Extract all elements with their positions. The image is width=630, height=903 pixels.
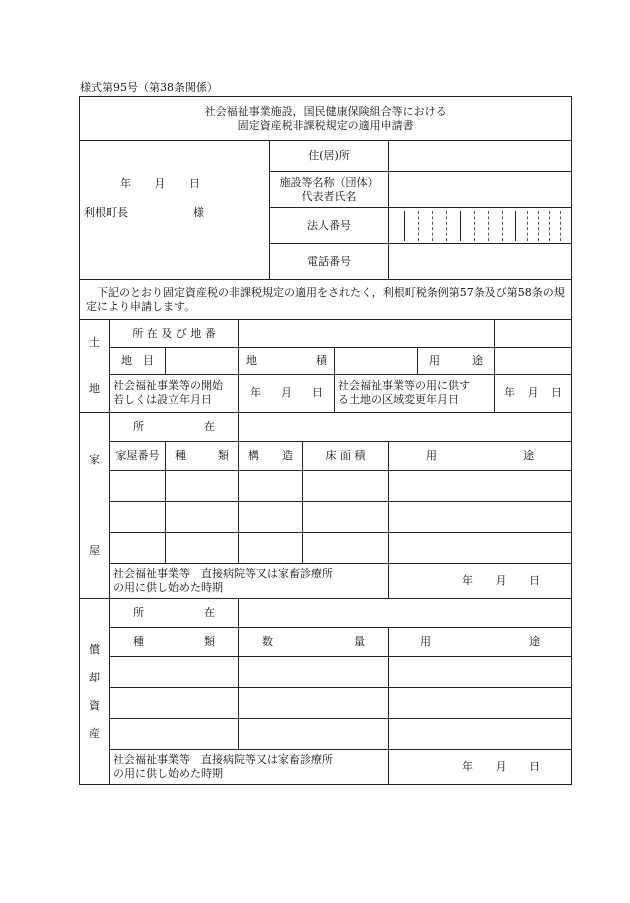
house-cell-structure[interactable] [239, 533, 303, 564]
house-location-label [110, 413, 239, 442]
assets-header-kind-char: 類 [204, 635, 215, 648]
house-start-label-line1: 社会福祉事業等 直接病院等又は家畜診療所 [113, 567, 333, 580]
assets-header-use [389, 628, 572, 657]
land-change-label-line1: 社会福祉事業等の用に供す [338, 379, 470, 393]
assets-header-use-char: 途 [529, 635, 541, 648]
house-row [80, 533, 572, 564]
land-location-value[interactable] [239, 320, 495, 348]
land-youto-value[interactable] [495, 348, 572, 374]
address-label: 住(居)所 [270, 141, 389, 172]
house-header-number: 家屋番号 [110, 442, 166, 471]
day-label: 日 [529, 574, 541, 587]
house-cell-number[interactable] [110, 533, 166, 564]
date-and-addressee [80, 141, 270, 280]
house-cell-use[interactable] [389, 471, 572, 502]
assets-side-label [80, 599, 110, 785]
house-location-value[interactable] [239, 413, 572, 442]
land-chimoku-char: 目 [143, 353, 154, 367]
application-form [79, 96, 572, 785]
assets-header-quantity-char: 数 [262, 635, 273, 648]
house-header-structure-char: 造 [282, 449, 293, 462]
year-label: 年 [120, 177, 131, 190]
assets-cell-use[interactable] [389, 719, 572, 750]
day-label: 日 [189, 177, 200, 190]
house-cell-floor-area[interactable] [303, 502, 389, 533]
day-label: 日 [529, 760, 541, 773]
form-title [80, 97, 572, 141]
house-location-char: 所 [133, 420, 144, 433]
assets-start-label [110, 750, 389, 785]
year-label: 年 [504, 386, 515, 400]
form-code: 様式第95号（第38条関係） [80, 81, 218, 94]
assets-cell-quantity[interactable] [239, 688, 389, 719]
land-chiseki-value[interactable] [335, 348, 418, 374]
house-location-char: 在 [204, 420, 215, 433]
assets-header-kind [110, 628, 239, 657]
corp-number-label: 法人番号 [270, 208, 389, 244]
house-cell-structure[interactable] [239, 502, 303, 533]
house-start-label-line2: の用に供し始めた時期 [113, 581, 223, 594]
land-side-label [80, 320, 110, 413]
assets-row [80, 657, 572, 688]
house-row [80, 471, 572, 502]
assets-location-char: 所 [133, 606, 144, 619]
land-youto-char: 用 [429, 353, 440, 367]
land-chiseki-char: 地 [246, 353, 257, 367]
month-label: 月 [154, 177, 166, 190]
phone-value[interactable] [389, 244, 572, 280]
address-value[interactable] [389, 141, 572, 172]
house-cell-use[interactable] [389, 502, 572, 533]
house-header-use [389, 442, 572, 471]
assets-header-kind-char: 種 [133, 635, 144, 648]
corp-number-field[interactable] [389, 208, 572, 244]
house-cell-kind[interactable] [166, 502, 239, 533]
assets-side-char: 却 [89, 670, 100, 684]
house-header-kind-char: 類 [218, 449, 229, 462]
land-start-label-line1: 社会福祉事業等の開始 [113, 379, 223, 393]
house-side-char: 家 [89, 453, 100, 466]
house-header-kind-char: 種 [175, 449, 186, 462]
year-label: 年 [462, 760, 473, 773]
land-chimoku-value[interactable] [166, 348, 239, 374]
house-header-structure [239, 442, 303, 471]
corp-number-group [405, 211, 460, 241]
month-label: 月 [495, 574, 507, 587]
house-header-use-char: 途 [523, 449, 535, 462]
month-label: 月 [527, 386, 539, 400]
house-cell-kind[interactable] [166, 533, 239, 564]
assets-start-label-line1: 社会福祉事業等 直接病院等又は家畜診療所 [113, 753, 333, 766]
form-title-line1: 社会福祉事業施設，国民健康保険組合等における [204, 104, 447, 118]
corp-number-group [515, 211, 571, 241]
assets-location-label [110, 599, 239, 628]
intro-text: 下記のとおり固定資産税の非課税規定の適用をされたく，利根町税条例第57条及び第58条の規定により申請します。 [80, 280, 572, 320]
addressee-name: 利根町長 [84, 206, 128, 219]
house-start-date[interactable] [389, 564, 572, 599]
assets-location-value[interactable] [239, 599, 572, 628]
assets-start-date[interactable] [389, 750, 572, 785]
house-header-kind [166, 442, 239, 471]
name-label-line1: 施設等名称（団体） [279, 175, 379, 189]
house-cell-number[interactable] [110, 471, 166, 502]
assets-location-char: 在 [204, 606, 215, 619]
assets-header-quantity-char: 量 [354, 635, 365, 648]
form-title-line2: 固定資産税非課税規定の適用申請書 [237, 118, 414, 132]
assets-side-char: 償 [89, 642, 100, 656]
house-header-floor-area: 床 面 積 [303, 442, 389, 471]
land-location-extra[interactable] [495, 320, 572, 348]
land-change-date[interactable] [495, 374, 572, 412]
assets-cell-kind[interactable] [110, 719, 239, 750]
land-change-label [335, 374, 495, 412]
day-label: 日 [551, 386, 563, 400]
land-chiseki-label [239, 348, 335, 374]
assets-row [80, 719, 572, 750]
house-side-label [80, 413, 110, 599]
land-side-char: 土 [89, 336, 100, 349]
house-cell-use[interactable] [389, 533, 572, 564]
house-cell-structure[interactable] [239, 471, 303, 502]
assets-cell-kind[interactable] [110, 657, 239, 688]
land-side-char: 地 [89, 382, 100, 395]
land-start-label-line2: 若しくは設立年月日 [113, 393, 212, 407]
land-chimoku-label [110, 348, 166, 374]
house-row [80, 502, 572, 533]
land-chimoku-char: 地 [121, 353, 132, 367]
year-label: 年 [462, 574, 473, 587]
house-start-label [110, 564, 389, 599]
day-label: 日 [312, 386, 323, 400]
assets-header-use-char: 用 [420, 635, 431, 648]
month-label: 月 [281, 386, 292, 400]
house-cell-number[interactable] [110, 502, 166, 533]
month-label: 月 [495, 760, 507, 773]
corp-number-boxes [404, 211, 571, 241]
house-cell-floor-area[interactable] [303, 533, 389, 564]
assets-row [80, 688, 572, 719]
land-youto-label [418, 348, 495, 374]
addressee [84, 206, 204, 220]
phone-label: 電話番号 [270, 244, 389, 280]
assets-side-char: 産 [89, 726, 100, 740]
name-label-line2: 代表者氏名 [301, 189, 357, 203]
land-youto-char: 途 [472, 353, 483, 367]
land-start-label [110, 374, 239, 412]
application-date [120, 177, 200, 191]
assets-cell-use[interactable] [389, 657, 572, 688]
land-chiseki-char: 積 [316, 353, 327, 367]
addressee-honorific: 様 [193, 206, 204, 219]
assets-side-char: 資 [89, 698, 100, 712]
house-header-use-char: 用 [426, 449, 437, 462]
name-value[interactable] [389, 172, 572, 208]
land-change-label-line2: る土地の区域変更年月日 [338, 393, 459, 407]
assets-cell-use[interactable] [389, 688, 572, 719]
name-label [270, 172, 389, 208]
house-cell-kind[interactable] [166, 471, 239, 502]
land-start-date[interactable] [239, 374, 335, 412]
land-location-label: 所 在 及 び 地 番 [110, 320, 239, 348]
house-header-structure-char: 構 [248, 449, 259, 462]
assets-cell-quantity[interactable] [239, 657, 389, 688]
assets-cell-quantity[interactable] [239, 719, 389, 750]
assets-start-label-line2: の用に供し始めた時期 [113, 767, 223, 780]
house-side-char: 屋 [89, 544, 100, 557]
year-label: 年 [250, 386, 261, 400]
assets-header-quantity [239, 628, 389, 657]
house-cell-floor-area[interactable] [303, 471, 389, 502]
corp-number-group [460, 211, 516, 241]
assets-cell-kind[interactable] [110, 688, 239, 719]
